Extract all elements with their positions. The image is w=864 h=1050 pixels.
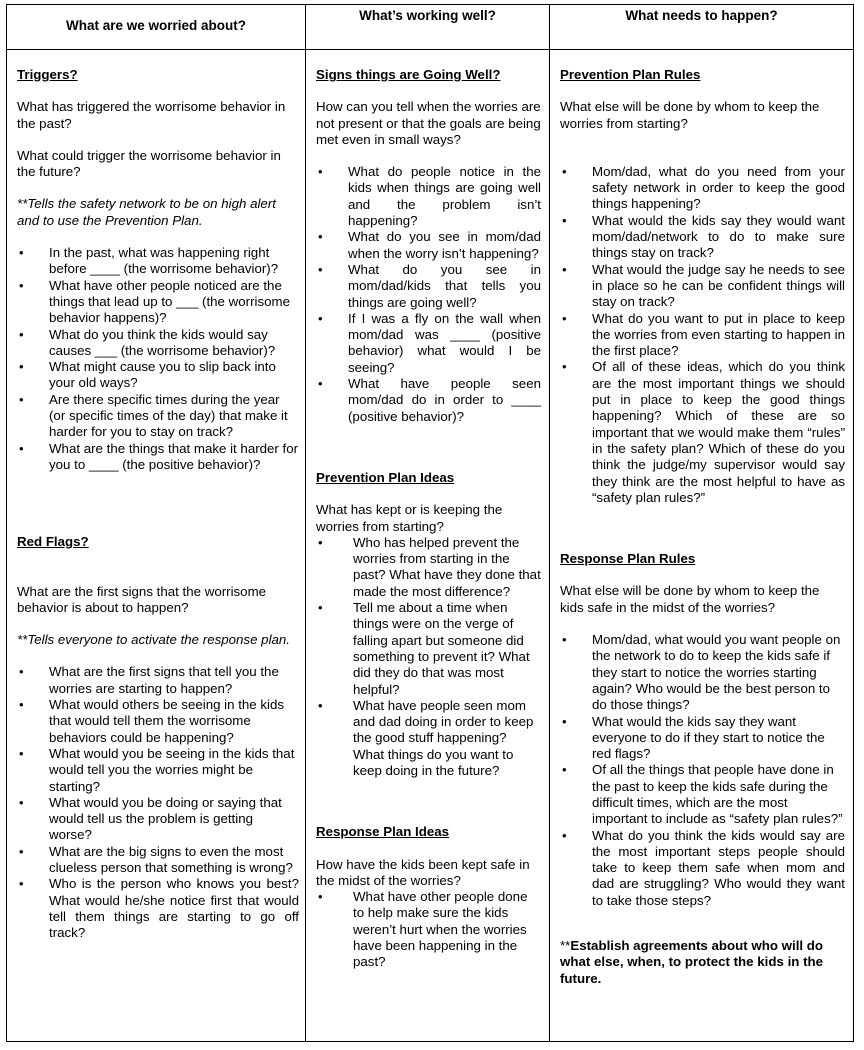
list-item: • If I was a fly on the wall when mom/dad was ____ (positive behavior) what would I be seeing? (316, 311, 541, 376)
header-worried: What are we worried about? (65, 18, 247, 33)
header-working-well: What’s working well? (359, 8, 496, 23)
list-item: • What are the things that make it harder for you to ____ (the positive behavior)? (17, 441, 299, 474)
red-flags-title: Red Flags? (17, 534, 89, 550)
list-item: • Of all of these ideas, which do you think are the most important things we should put in place to keep the good things happening? Which of these are so important that we would make them “rules” in the safety plan? Which of these do you think the judge/my supervisor would say they think are the most helpful to have as “safety plan rules?” (560, 359, 845, 506)
list-item: • Who has helped prevent the worries from starting in the past? What have they done that made the most difference? (316, 535, 541, 600)
column-worried (17, 67, 299, 941)
list-item: • What have people seen mom/dad do in order to ____ (positive behavior)? (316, 376, 541, 425)
list-item: • What do people notice in the kids when things are going well and the problem isn’t happening? (316, 164, 541, 229)
list-item: • What do you want to put in place to keep the worries from even starting to happen in the first place? (560, 311, 845, 360)
prevention-rules-title: Prevention Plan Rules (560, 67, 701, 82)
list-item: • What do you see in mom/dad/kids that tells you things are going well? (316, 262, 541, 311)
triggers-question-1: What has triggered the worrisome behavior in the past? (17, 99, 286, 131)
response-ideas-question-1: How have the kids been kept safe in the midst of the worries? (316, 856, 530, 888)
response-rules-title: Response Plan Rules (560, 551, 696, 567)
list-item: • Are there specific times during the year (or specific times of the day) that make it harder for you to stay on track? (17, 392, 299, 441)
safety-plan-table (6, 4, 854, 1042)
list-item: • Mom/dad, what do you need from your safety network in order to keep the good things happening? (560, 164, 845, 213)
column-divider (549, 5, 550, 1041)
list-item: • Of all the things that people have done in the past to keep the kids safe during the difficult times, which are the most important to include as “safety plan rules?” (560, 762, 845, 827)
prevention-ideas-list (316, 535, 541, 779)
response-rules-question-1: What else will be done by whom to keep the kids safe in the midst of the worries? (560, 583, 820, 615)
red-flags-note: **Tells everyone to activate the response plan. (17, 632, 291, 648)
closing-note (560, 938, 845, 987)
prevention-rules-list (560, 164, 845, 506)
list-item: • Tell me about a time when things were on the verge of falling apart but someone did something to prevent it? What did they do that was most helpful? (316, 600, 541, 698)
list-item: • Mom/dad, what would you want people on the network to do to keep the kids safe if they start to notice the worries starting again? Who would be the best person to do those things? (560, 632, 845, 713)
list-item: • What would the judge say he needs to see in place so he can be confident things will stay on track? (560, 262, 845, 311)
prevention-ideas-question-1: What has kept or is keeping the worries from starting? (316, 502, 503, 534)
column-divider (305, 5, 306, 1041)
list-item: • What would you be seeing in the kids that would tell you the worries might be starting? (17, 746, 299, 795)
triggers-title: Triggers? (17, 67, 78, 82)
prevention-rules-question-1: What else will be done by whom to keep the worries from starting? (560, 99, 820, 131)
closing-text: Establish agreements about who will do what else, when, to protect the kids in the future. (560, 938, 824, 986)
triggers-list (17, 245, 299, 473)
list-item: • What have other people noticed are the things that lead up to ___ (the worrisome behavior happens)? (17, 278, 299, 327)
prevention-ideas-title: Prevention Plan Ideas (316, 469, 455, 485)
signs-question-1: How can you tell when the worries are not present or that the goals are being met even in small ways? (316, 99, 541, 147)
list-item: • What do you see in mom/dad when the worry isn’t happening? (316, 229, 541, 262)
closing-prefix: ** (560, 938, 571, 954)
response-ideas-title: Response Plan Ideas (316, 824, 450, 840)
list-item: • What are the first signs that tell you the worries are starting to happen? (17, 664, 299, 697)
list-item: • What are the big signs to even the most clueless person that something is wrong? (17, 844, 299, 877)
triggers-note: **Tells the safety network to be on high alert and to use the Prevention Plan. (17, 196, 276, 228)
response-rules-list (560, 632, 845, 909)
list-item: • In the past, what was happening right before ____ (the worrisome behavior)? (17, 245, 299, 278)
header-needs-to-happen: What needs to happen? (625, 8, 778, 23)
signs-title: Signs things are Going Well? (316, 67, 501, 82)
column-working-well (316, 67, 541, 971)
list-item: • What would the kids say they would want mom/dad/network to do to make sure things stay on track? (560, 213, 845, 262)
list-item: • What do you think the kids would say are the most important steps people should take to keep them safe when mom and dad are struggling? Who would they want to take those steps? (560, 828, 845, 909)
list-item: • Who is the person who knows you best? What would he/she notice first that would tell them things are starting to go off track? (17, 876, 299, 941)
list-item: • What might cause you to slip back into your old ways? (17, 359, 299, 392)
triggers-question-2: What could trigger the worrisome behavior in the future? (17, 147, 281, 180)
list-item: • What would others be seeing in the kids that would tell them the worrisome behaviors could be happening? (17, 697, 299, 746)
list-item: • What have other people done to help make sure the kids weren’t hurt when the worries have been happening in the past? (316, 889, 541, 970)
list-item: • What have people seen mom and dad doing in order to keep the good stuff happening? What things do you want to keep doing in the future? (316, 698, 541, 779)
column-needs-to-happen (560, 67, 845, 987)
red-flags-question-1: What are the first signs that the worrisome behavior is about to happen? (17, 583, 267, 615)
response-ideas-list (316, 889, 541, 970)
list-item: • What would you be doing or saying that would tell us the problem is getting worse? (17, 795, 299, 844)
signs-list (316, 164, 541, 425)
list-item: • What would the kids say they want everyone to do if they start to notice the red flags? (560, 714, 845, 763)
list-item: • What do you think the kids would say causes ___ (the worrisome behavior)? (17, 327, 299, 360)
red-flags-list (17, 664, 299, 941)
header-divider (7, 49, 853, 50)
